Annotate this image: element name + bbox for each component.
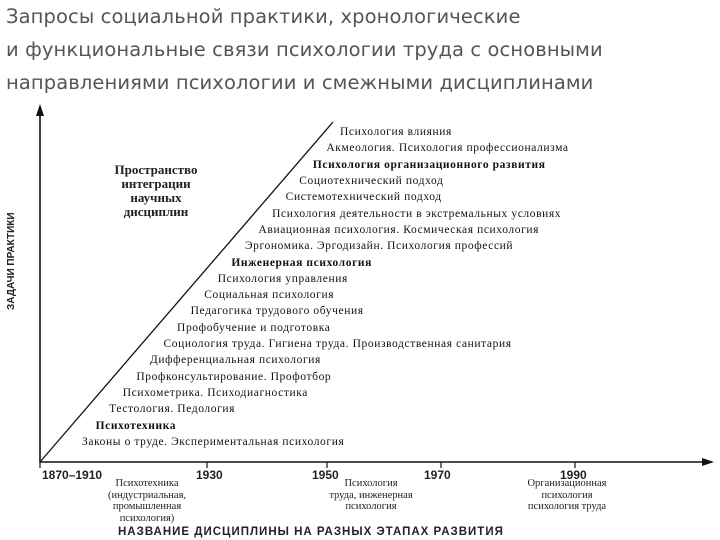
discipline-label: Профобучение и подготовка bbox=[177, 321, 331, 334]
stage-line: психология) bbox=[119, 512, 175, 524]
title-line-3: направлениями психологии и смежными дисциплинами bbox=[6, 71, 594, 94]
discipline-label: Педагогика трудового обучения bbox=[190, 305, 364, 318]
discipline-label: Тестология. Педология bbox=[109, 403, 236, 416]
x-axis-label: НАЗВАНИЕ ДИСЦИПЛИНЫ НА РАЗНЫХ ЭТАПАХ РАЗВИТИЯ bbox=[118, 526, 504, 538]
stage-organizational bbox=[482, 478, 652, 513]
discipline-label: Акмеология. Психология профессионализма bbox=[326, 142, 569, 155]
y-axis-arrow bbox=[36, 104, 44, 116]
discipline-label: Психология организационного развития bbox=[312, 158, 546, 171]
y-axis-label: ЗАДАЧИ ПРАКТИКИ bbox=[6, 212, 17, 310]
integration-space-line: научных bbox=[130, 190, 182, 205]
integration-space-line: Пространство bbox=[114, 162, 198, 177]
year-label: 1990 bbox=[560, 468, 587, 482]
stage-line: труда, инженерная bbox=[329, 489, 413, 501]
discipline-label: Инженерная психология bbox=[231, 256, 372, 269]
integration-space-line: интеграции bbox=[121, 176, 191, 191]
discipline-label: Профконсультирование. Профотбор bbox=[136, 370, 332, 383]
title-line-1: Запросы социальной практики, хронологические bbox=[6, 5, 521, 28]
stage-line: Психотехника bbox=[115, 478, 179, 489]
discipline-label: Социальная психология bbox=[204, 289, 335, 302]
stage-line: психология bbox=[345, 501, 397, 512]
stage-line: психология bbox=[541, 489, 593, 501]
stage-psychotechnics bbox=[72, 478, 222, 524]
discipline-label: Психометрика. Психодиагностика bbox=[122, 387, 308, 400]
discipline-label: Системотехнический подход bbox=[285, 191, 442, 204]
stage-line: Психология bbox=[344, 478, 398, 489]
title-line-2: и функциональные связи психологии труда с основными bbox=[6, 38, 603, 61]
discipline-label: Психология влияния bbox=[340, 126, 452, 138]
discipline-label: Дифференциальная психология bbox=[149, 354, 321, 367]
discipline-label: Законы о труде. Экспериментальная психология bbox=[82, 436, 345, 448]
stage-line: психология труда bbox=[527, 501, 607, 512]
discipline-label: Социология труда. Гигиена труда. Производственная санитария bbox=[163, 338, 512, 351]
stage-labor-psychology bbox=[296, 478, 446, 513]
year-label: 1970 bbox=[424, 468, 451, 482]
integration-space-label bbox=[66, 163, 246, 219]
discipline-label: Психология деятельности в экстремальных условиях bbox=[272, 207, 562, 220]
year-label: 1930 bbox=[196, 468, 223, 482]
year-label: 1870–1910 bbox=[42, 468, 103, 482]
discipline-label: Социотехнический подход bbox=[299, 174, 444, 187]
integration-space-line: дисциплин bbox=[123, 204, 189, 219]
discipline-label: Психология управления bbox=[217, 272, 348, 285]
stage-line: (индустриальная, bbox=[107, 489, 187, 501]
x-axis-arrow bbox=[702, 458, 714, 466]
year-label: 1950 bbox=[312, 468, 339, 482]
discipline-label: Авиационная психология. Космическая психология bbox=[258, 223, 540, 236]
stage-line: Организационная bbox=[527, 478, 607, 489]
discipline-label: Психотехника bbox=[95, 419, 177, 432]
stage-line: промышленная bbox=[112, 501, 182, 512]
discipline-label: Эргономика. Эргодизайн. Психология профессий bbox=[244, 240, 514, 253]
